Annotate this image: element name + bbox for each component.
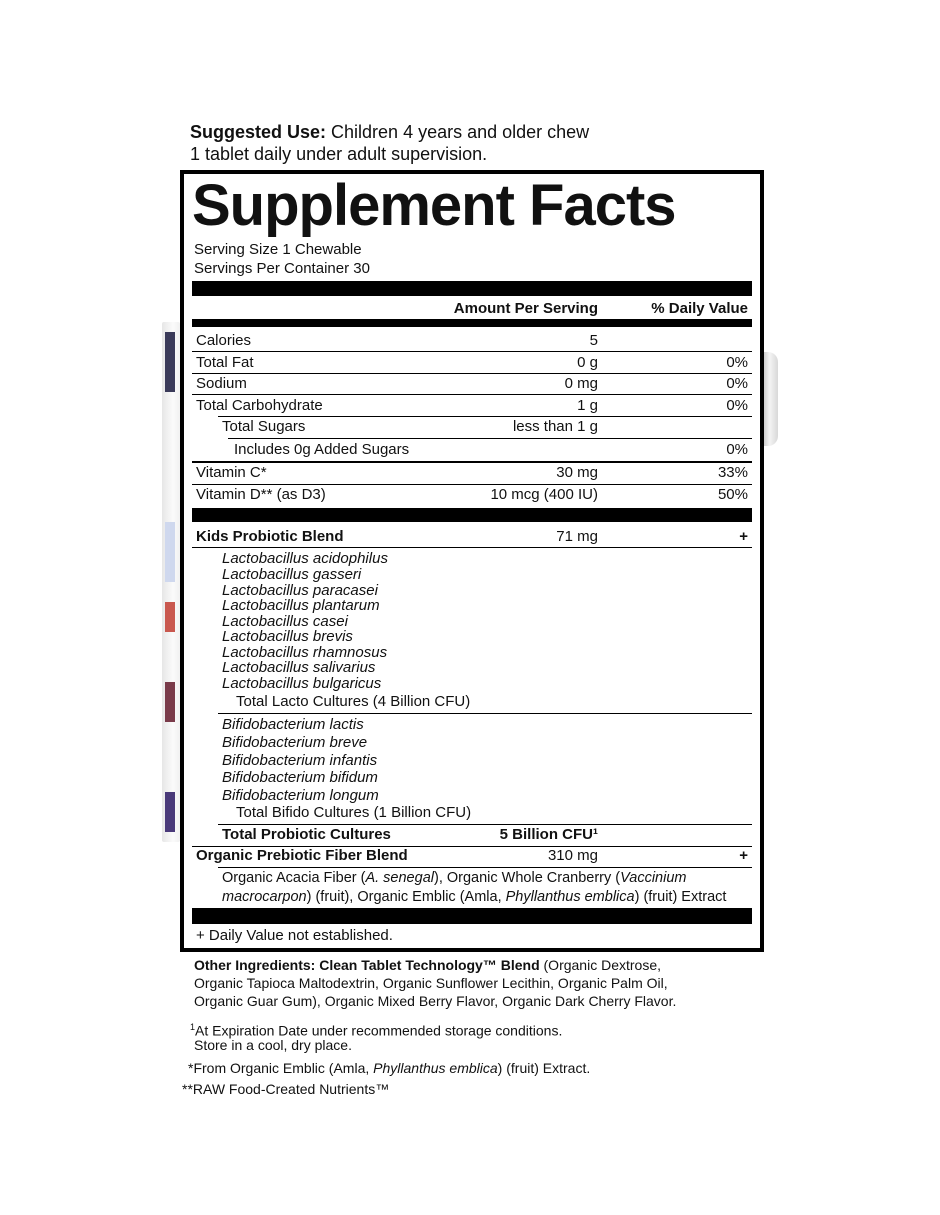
bifido-strain: Bifidobacterium longum bbox=[222, 787, 379, 804]
panel-title: Supplement Facts bbox=[192, 173, 676, 238]
lacto-strain: Lactobacillus gasseri bbox=[222, 566, 362, 583]
box-label-strip bbox=[165, 602, 175, 632]
daily-value-footnote: + Daily Value not established. bbox=[196, 927, 393, 944]
thick-divider bbox=[192, 281, 752, 296]
nutrient-daily-value: 0% bbox=[726, 397, 748, 414]
bifido-total: Total Bifido Cultures (1 Billion CFU) bbox=[236, 804, 472, 821]
prebiotic-description bbox=[222, 869, 752, 907]
lacto-strain: Lactobacillus rhamnosus bbox=[222, 644, 388, 661]
suggested-use bbox=[190, 121, 660, 165]
desc-text: Organic Acacia Fiber ( bbox=[222, 870, 366, 886]
bifido-strain: Bifidobacterium infantis bbox=[222, 752, 378, 769]
nutrient-daily-value: 50% bbox=[717, 486, 748, 503]
desc-text: ) (fruit), Organic Emblic (Amla, bbox=[306, 889, 506, 905]
header-amount: Amount Per Serving bbox=[453, 300, 598, 317]
serving-size: Serving Size 1 Chewable bbox=[194, 241, 362, 258]
row-divider bbox=[228, 438, 752, 439]
other-ingredients-text: (Organic Dextrose, bbox=[539, 957, 661, 973]
product-box-side bbox=[162, 322, 180, 842]
box-label-strip bbox=[165, 792, 175, 832]
thick-divider bbox=[192, 908, 752, 924]
lacto-strain: Lactobacillus brevis bbox=[222, 628, 353, 645]
probiotic-blend-name: Kids Probiotic Blend bbox=[196, 528, 344, 545]
nutrient-name: Total Carbohydrate bbox=[196, 397, 323, 414]
emblic-italic: Phyllanthus emblica bbox=[373, 1060, 498, 1076]
desc-italic: Phyllanthus emblica bbox=[505, 889, 635, 905]
lacto-strain: Lactobacillus casei bbox=[222, 613, 348, 630]
lacto-strain: Lactobacillus paracasei bbox=[222, 582, 378, 599]
desc-italic: A. senegal bbox=[365, 870, 434, 886]
nutrient-daily-value: 0% bbox=[726, 375, 748, 392]
header-daily-value: % Daily Value bbox=[651, 300, 748, 317]
lacto-strain: Lactobacillus bulgaricus bbox=[222, 675, 382, 692]
nutrient-name: Vitamin C* bbox=[196, 464, 267, 481]
probiotic-blend-dv: + bbox=[739, 528, 748, 545]
emblic-text: ) (fruit) Extract. bbox=[497, 1060, 591, 1076]
nutrient-name: Includes 0g Added Sugars bbox=[234, 441, 410, 458]
prebiotic-name: Organic Prebiotic Fiber Blend bbox=[196, 847, 408, 864]
row-divider bbox=[192, 351, 752, 352]
total-probiotic-amount: 5 Billion CFU¹ bbox=[499, 826, 598, 843]
storage-note: Store in a cool, dry place. bbox=[194, 1037, 352, 1053]
nutrient-amount: 1 g bbox=[577, 397, 598, 414]
prebiotic-amount: 310 mg bbox=[547, 847, 598, 864]
expiration-superscript: 1 bbox=[190, 1022, 196, 1032]
probiotic-blend-amount: 71 mg bbox=[556, 528, 598, 545]
row-divider bbox=[192, 373, 752, 374]
other-ingredients-label: Other Ingredients: Clean Tablet Technology™ Blend bbox=[194, 957, 540, 973]
row-divider bbox=[218, 867, 752, 868]
raw-note: **RAW Food-Created Nutrients™ bbox=[182, 1081, 390, 1097]
bifido-strain: Bifidobacterium breve bbox=[222, 734, 368, 751]
box-label-strip bbox=[165, 522, 175, 582]
desc-text: ), Organic Whole Cranberry ( bbox=[433, 870, 621, 886]
bifido-strain: Bifidobacterium bifidum bbox=[222, 769, 378, 786]
nutrient-name: Sodium bbox=[196, 375, 247, 392]
nutrient-amount: 30 mg bbox=[556, 464, 598, 481]
row-divider bbox=[192, 394, 752, 395]
suggested-use-label: Suggested Use: bbox=[190, 122, 327, 142]
row-divider bbox=[192, 547, 752, 548]
prebiotic-dv: + bbox=[739, 847, 748, 864]
other-ingredients-text: Organic Guar Gum), Organic Mixed Berry Flavor, Organic Dark Cherry Flavor. bbox=[194, 993, 677, 1009]
nutrient-daily-value: 0% bbox=[726, 441, 748, 458]
row-divider bbox=[192, 461, 752, 463]
row-divider bbox=[218, 713, 752, 714]
box-label-strip bbox=[165, 682, 175, 722]
lacto-strain: Lactobacillus salivarius bbox=[222, 659, 376, 676]
lacto-total: Total Lacto Cultures (4 Billion CFU) bbox=[236, 693, 471, 710]
bottle-cap-side bbox=[764, 352, 778, 446]
thick-divider bbox=[192, 508, 752, 522]
suggested-use-text: Children 4 years and older chew bbox=[326, 122, 590, 142]
box-label-strip bbox=[165, 332, 175, 392]
nutrient-name: Vitamin D** (as D3) bbox=[196, 486, 326, 503]
bifido-strain: Bifidobacterium lactis bbox=[222, 716, 364, 733]
nutrient-daily-value: 0% bbox=[726, 354, 748, 371]
suggested-use-text: 1 tablet daily under adult supervision. bbox=[190, 144, 488, 164]
medium-divider bbox=[192, 319, 752, 327]
nutrient-name: Total Sugars bbox=[222, 418, 306, 435]
other-ingredients-text: Organic Tapioca Maltodextrin, Organic Sunflower Lecithin, Organic Palm Oil, bbox=[194, 975, 668, 991]
nutrient-amount: less than 1 g bbox=[512, 418, 598, 435]
nutrient-name: Calories bbox=[196, 332, 252, 349]
nutrient-amount: 0 mg bbox=[564, 375, 598, 392]
supplement-facts-panel bbox=[180, 170, 764, 952]
emblic-text: *From Organic Emblic (Amla, bbox=[188, 1060, 374, 1076]
nutrient-name: Total Fat bbox=[196, 354, 254, 371]
emblic-note bbox=[188, 1059, 590, 1077]
nutrient-amount: 10 mcg (400 IU) bbox=[490, 486, 598, 503]
lacto-strain: Lactobacillus plantarum bbox=[222, 597, 380, 614]
nutrient-amount: 0 g bbox=[577, 354, 598, 371]
desc-text: ) (fruit) Extract bbox=[634, 889, 727, 905]
total-probiotic-name: Total Probiotic Cultures bbox=[222, 826, 391, 843]
nutrient-daily-value: 33% bbox=[717, 464, 748, 481]
nutrient-amount: 5 bbox=[589, 332, 598, 349]
expiration-text: At Expiration Date under recommended storage conditions. bbox=[195, 1022, 563, 1039]
lacto-strain: Lactobacillus acidophilus bbox=[222, 550, 388, 567]
desc-italic: Vaccinium macrocarpon bbox=[222, 870, 687, 905]
servings-per-container: Servings Per Container 30 bbox=[194, 260, 370, 277]
other-ingredients-line bbox=[194, 956, 661, 974]
